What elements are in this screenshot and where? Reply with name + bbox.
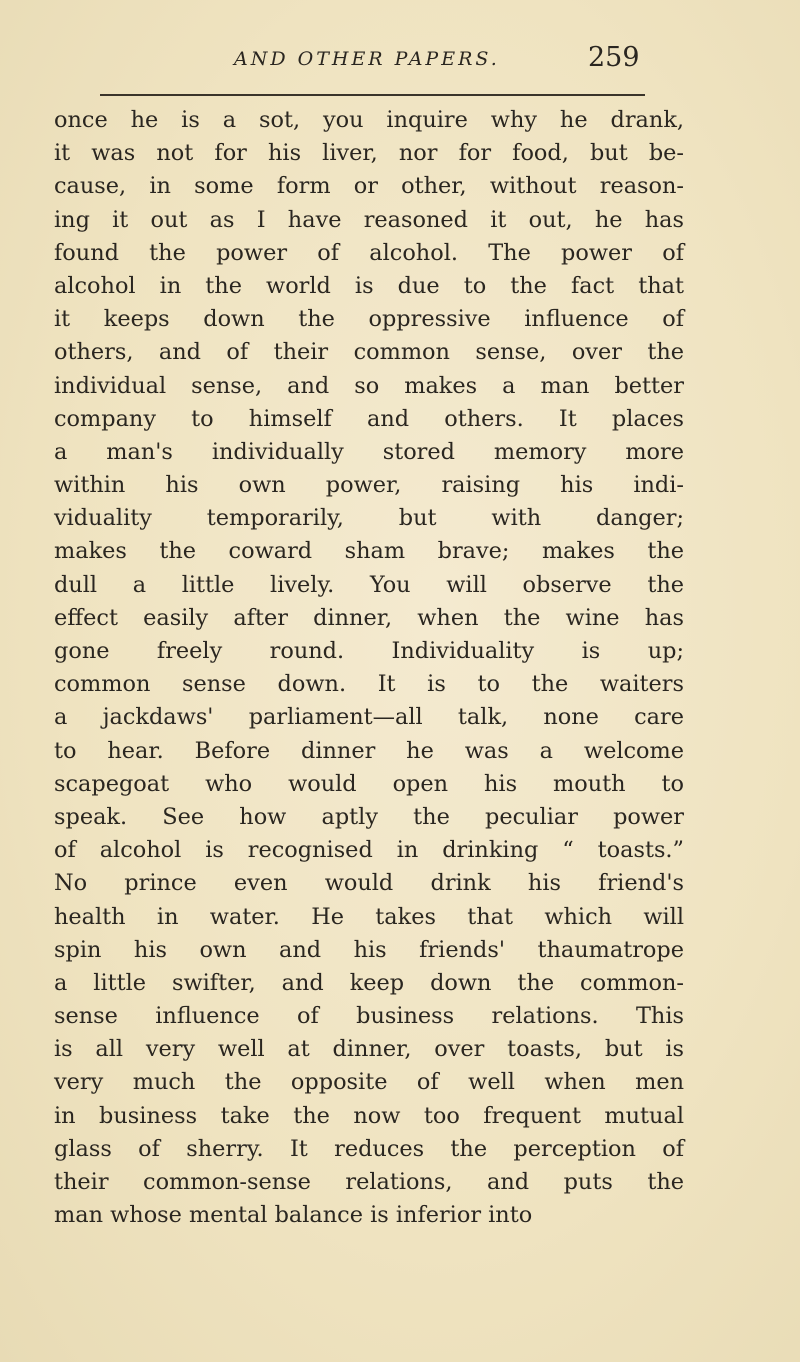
header-rule [100, 94, 645, 96]
text-line: their common-sense relations, and puts the [54, 1169, 684, 1195]
page-number: 259 [588, 42, 640, 73]
text-line: once he is a sot, you inquire why he drank, [54, 107, 684, 133]
text-line: effect easily after dinner, when the wine has [54, 604, 684, 631]
text-line: individual sense, and so makes a man better [54, 372, 684, 399]
text-line: glass of sherry. It reduces the perception of [54, 1135, 684, 1162]
text-line: it keeps down the oppressive influence of [54, 306, 684, 333]
text-line: spin his own and his friends' thaumatrope [54, 936, 684, 963]
text-line: found the power of alcohol. The power of [54, 239, 684, 266]
text-line: cause, in some form or other, without reason- [54, 173, 684, 200]
text-line: very much the opposite of well when men [54, 1069, 684, 1096]
text-line: common sense down. It is to the waiters [54, 671, 684, 698]
text-line: others, and of their common sense, over the [54, 339, 684, 366]
body-text [54, 104, 684, 1232]
text-line: viduality temporarily, but with danger; [54, 505, 684, 532]
running-head [0, 42, 800, 88]
text-line: a jackdaws' parliament—all talk, none care [54, 704, 684, 731]
text-line: to hear. Before dinner he was a welcome [54, 737, 684, 764]
text-line: makes the coward sham brave; makes the [54, 538, 684, 565]
text-line: dull a little lively. You will observe the [54, 571, 684, 598]
text-line: a little swifter, and keep down the common- [54, 969, 684, 996]
text-line: gone freely round. Individuality is up; [54, 638, 684, 664]
text-line: alcohol in the world is due to the fact that [54, 272, 684, 299]
text-line: scapegoat who would open his mouth to [54, 770, 684, 797]
text-line: speak. See how aptly the peculiar power [54, 803, 684, 830]
text-line: health in water. He takes that which will [54, 903, 684, 930]
text-line: ing it out as I have reasoned it out, he has [54, 206, 684, 233]
text-line: it was not for his liver, nor for food, but be- [54, 140, 684, 167]
text-line: man whose mental balance is inferior into [54, 1202, 533, 1229]
text-line: within his own power, raising his indi- [54, 472, 684, 499]
running-head-title: AND OTHER PAPERS. [234, 48, 500, 70]
text-line: No prince even would drink his friend's [54, 870, 684, 897]
text-line: is all very well at dinner, over toasts, but is [54, 1036, 684, 1063]
text-line: company to himself and others. It places [54, 405, 684, 432]
text-line: sense influence of business relations. This [54, 1003, 684, 1030]
text-line: of alcohol is recognised in drinking “ toasts.” [54, 837, 684, 864]
text-line: a man's individually stored memory more [54, 438, 684, 465]
text-line: in business take the now too frequent mutual [54, 1102, 684, 1129]
